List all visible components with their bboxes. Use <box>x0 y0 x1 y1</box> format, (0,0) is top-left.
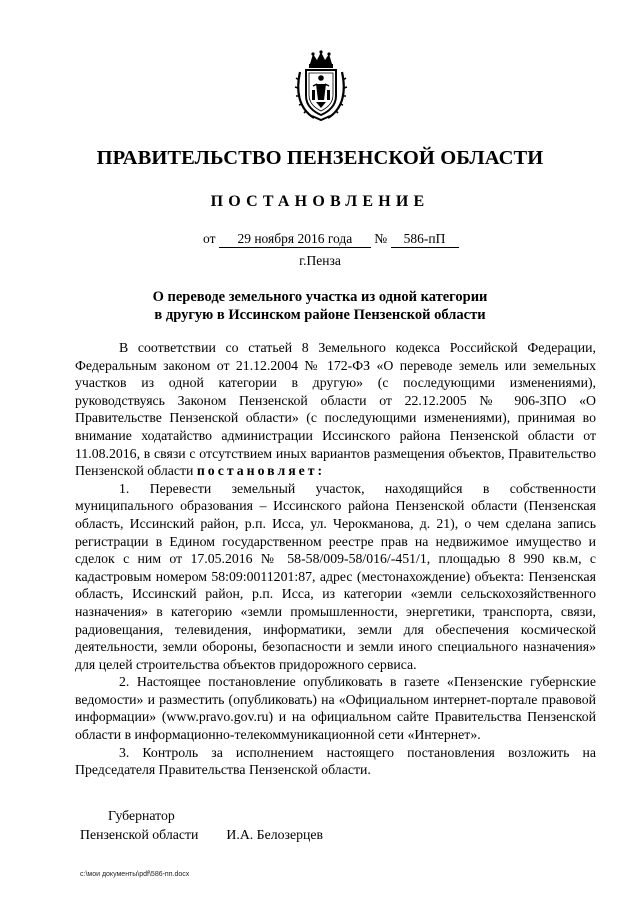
government-title: ПРАВИТЕЛЬСТВО ПЕНЗЕНСКОЙ ОБЛАСТИ <box>96 147 544 169</box>
signature-title-line-1: Губернатор <box>108 808 175 823</box>
subject-line-2: в другую в Иссинском районе Пензенской области <box>154 307 486 323</box>
item-3: 3. Контроль за исполнением настоящего постановления возложить на Председателя Правительства Пензенской области. <box>75 744 596 778</box>
preamble-paragraph <box>75 339 596 480</box>
preamble-text: В соответствии со статьей 8 Земельного кодекса Российской Федерации, Федеральным законом от 21.12.2004 № 172-ФЗ «О переводе земель или земельных участков из одной категории в другую» (с последующими изменениями), руководствуясь Законом Пензенской области от 22.12.2005 № 906-ЗПО «О Правительстве Пензенской области» (с последующими изменениями), принимая во внимание ходатайство администрации Иссинского района Пензенской области от 11.08.2016, в связи с отсутствием иных вариантов размещения объектов, Правительство Пензенской области <box>75 340 596 479</box>
number-label: № <box>374 231 388 246</box>
document-body <box>75 339 596 779</box>
resolves-word: постановляет: <box>196 463 326 479</box>
coat-of-arms-icon <box>294 50 348 122</box>
item-1: 1. Перевести земельный участок, находящийся в собственности муниципального образования – Иссинского района Пензенской области (Пензенская область, Иссинский район, р.п. Исса, ул. Черокманова, д. 21), о чем сделана запись регистрации в Едином государственном реестре прав на недвижимое имущество и сделок с ним от 17.05.2016 № 58-58/009-58/016/-451/1, площадью 8 990 кв.м, с кадастровым номером 58:09:0011201:87, адрес (местонахождение) объекта: Пензенская область, Иссинский район, р.п. Исса, из категории «земли сельскохозяйственного назначения» в категорию «земли промышленности, энергетики, транспорта, связи, радиовещания, телевидения, информатики, земли для обеспечения космической деятельности, земли обороны, безопасности и земли иного специального назначения» для целей строительства объектов придорожного сервиса. <box>75 480 596 672</box>
subject-line-1: О переводе земельного участка из одной категории <box>152 289 488 305</box>
document-type: ПОСТАНОВЛЕНИЕ <box>210 193 430 210</box>
document-date: 29 ноября 2016 года <box>219 231 371 248</box>
signature-block <box>80 806 323 844</box>
document-number: 586-пП <box>391 231 459 248</box>
file-path: c:\мои документы\pdf\586-пп.docx <box>80 871 190 878</box>
city: г.Пенза <box>299 253 341 268</box>
document-subject <box>0 288 640 324</box>
date-number-line <box>203 231 459 248</box>
date-prefix: от <box>203 231 216 246</box>
item-2: 2. Настоящее постановление опубликовать в газете «Пензенские губернские ведомости» и разместить (опубликовать) на «Официальном интернет-портале правовой информации» (www.pravo.gov.ru) и на официальном сайте Правительства Пензенской области в информационно-телекоммуникационной сети «Интернет». <box>75 674 596 743</box>
signatory-name: И.А. Белозерцев <box>226 827 324 842</box>
signature-row <box>80 825 323 844</box>
signature-title-line-2: Пензенской области <box>80 827 199 842</box>
